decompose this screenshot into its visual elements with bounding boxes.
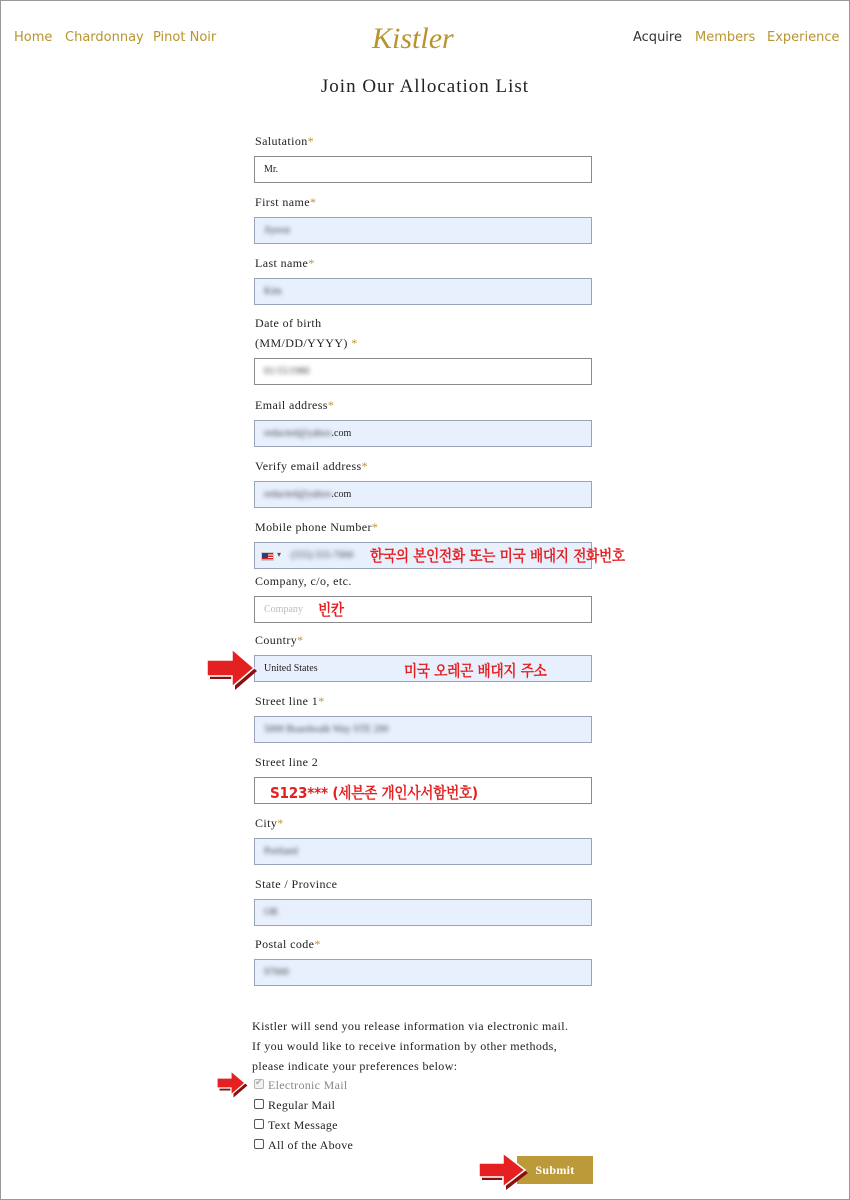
state-label: State / Province xyxy=(255,877,338,891)
state-field[interactable] xyxy=(254,899,592,926)
nav-experience-link[interactable]: Experience xyxy=(767,30,840,45)
electronic-mail-checkbox[interactable] xyxy=(254,1079,264,1089)
country-label: Country* xyxy=(255,633,304,647)
regular-mail-checkbox[interactable] xyxy=(254,1099,264,1109)
chevron-down-icon[interactable]: ▾ xyxy=(277,550,282,559)
company-field[interactable] xyxy=(254,596,592,623)
street1-value: 5000 Boardwalk Way STE 200 xyxy=(264,724,389,735)
text-message-label[interactable]: Text Message xyxy=(268,1118,338,1132)
verify-email-label: Verify email address* xyxy=(255,459,369,473)
page-title: Join Our Allocation List xyxy=(320,76,530,97)
nav-acquire-link[interactable]: Acquire xyxy=(633,30,682,45)
salutation-value: Mr. xyxy=(264,164,279,175)
last-name-label: Last name* xyxy=(255,256,315,270)
postal-label: Postal code* xyxy=(255,937,321,951)
email-pref-pointer-arrow-icon xyxy=(215,1069,249,1099)
submit-pointer-arrow-icon xyxy=(476,1150,532,1192)
country-pointer-arrow-icon xyxy=(203,645,261,693)
preferences-text xyxy=(252,1016,612,1076)
electronic-mail-label[interactable]: Electronic Mail xyxy=(268,1078,348,1092)
dob-label-line1: Date of birth xyxy=(255,316,322,330)
country-value: United States xyxy=(264,663,318,674)
street2-annotation: S123*** (세븐존 개인사서함번호) xyxy=(270,784,478,802)
salutation-field[interactable] xyxy=(254,156,592,183)
email-field[interactable] xyxy=(254,420,592,447)
verify-email-value: redacted@yahoo.com xyxy=(264,489,352,500)
regular-mail-label[interactable]: Regular Mail xyxy=(268,1098,336,1112)
postal-field[interactable] xyxy=(254,959,592,986)
dob-label-line2: (MM/DD/YYYY) * xyxy=(255,336,358,350)
phone-label: Mobile phone Number* xyxy=(255,520,379,534)
city-label: City* xyxy=(255,816,284,830)
submit-button[interactable]: Submit xyxy=(517,1156,593,1184)
nav-home-link[interactable]: Home xyxy=(14,30,53,45)
street2-label: Street line 2 xyxy=(255,755,319,769)
email-value: redacted@yahoo.com xyxy=(264,428,352,439)
logo-wordmark: Kistler xyxy=(372,22,454,55)
preferences-text-line: If you would like to receive information by other methods, xyxy=(252,1039,558,1053)
nav-members-link[interactable]: Members xyxy=(695,30,756,45)
street1-label: Street line 1* xyxy=(255,694,325,708)
nav-chardonnay-link[interactable]: Chardonnay xyxy=(65,30,144,45)
street1-field[interactable] xyxy=(254,716,592,743)
first-name-field[interactable] xyxy=(254,217,592,244)
phone-annotation: 한국의 본인전화 또는 미국 배대지 전화번호 xyxy=(370,547,625,565)
city-field[interactable] xyxy=(254,838,592,865)
kistler-logo[interactable] xyxy=(370,18,482,58)
email-label: Email address* xyxy=(255,398,335,412)
all-of-the-above-label[interactable]: All of the Above xyxy=(268,1138,354,1152)
dob-value: 01/15/1980 xyxy=(264,366,310,377)
nav-pinot-noir-link[interactable]: Pinot Noir xyxy=(153,30,217,45)
city-value: Portland xyxy=(264,846,298,857)
company-annotation: 빈칸 xyxy=(318,601,344,619)
first-name-label: First name* xyxy=(255,195,317,209)
preferences-text-line: please indicate your preferences below: xyxy=(252,1059,458,1073)
company-label: Company, c/o, etc. xyxy=(255,574,352,588)
first-name-value: Jiyeon xyxy=(264,225,291,236)
state-value: OR xyxy=(264,907,278,918)
all-of-the-above-checkbox[interactable] xyxy=(254,1139,264,1149)
verify-email-field[interactable] xyxy=(254,481,592,508)
salutation-label: Salutation* xyxy=(255,134,315,148)
postal-value: 97000 xyxy=(264,967,289,978)
company-placeholder: Company xyxy=(264,604,303,615)
preferences-text-line: Kistler will send you release information via electronic mail. xyxy=(252,1019,569,1033)
country-annotation: 미국 오레곤 배대지 주소 xyxy=(404,662,547,680)
phone-value: (555) 555-7000 xyxy=(291,550,354,561)
dob-field[interactable] xyxy=(254,358,592,385)
last-name-value: Kim xyxy=(264,286,282,297)
text-message-checkbox[interactable] xyxy=(254,1119,264,1129)
last-name-field[interactable] xyxy=(254,278,592,305)
us-flag-icon[interactable] xyxy=(261,552,274,561)
